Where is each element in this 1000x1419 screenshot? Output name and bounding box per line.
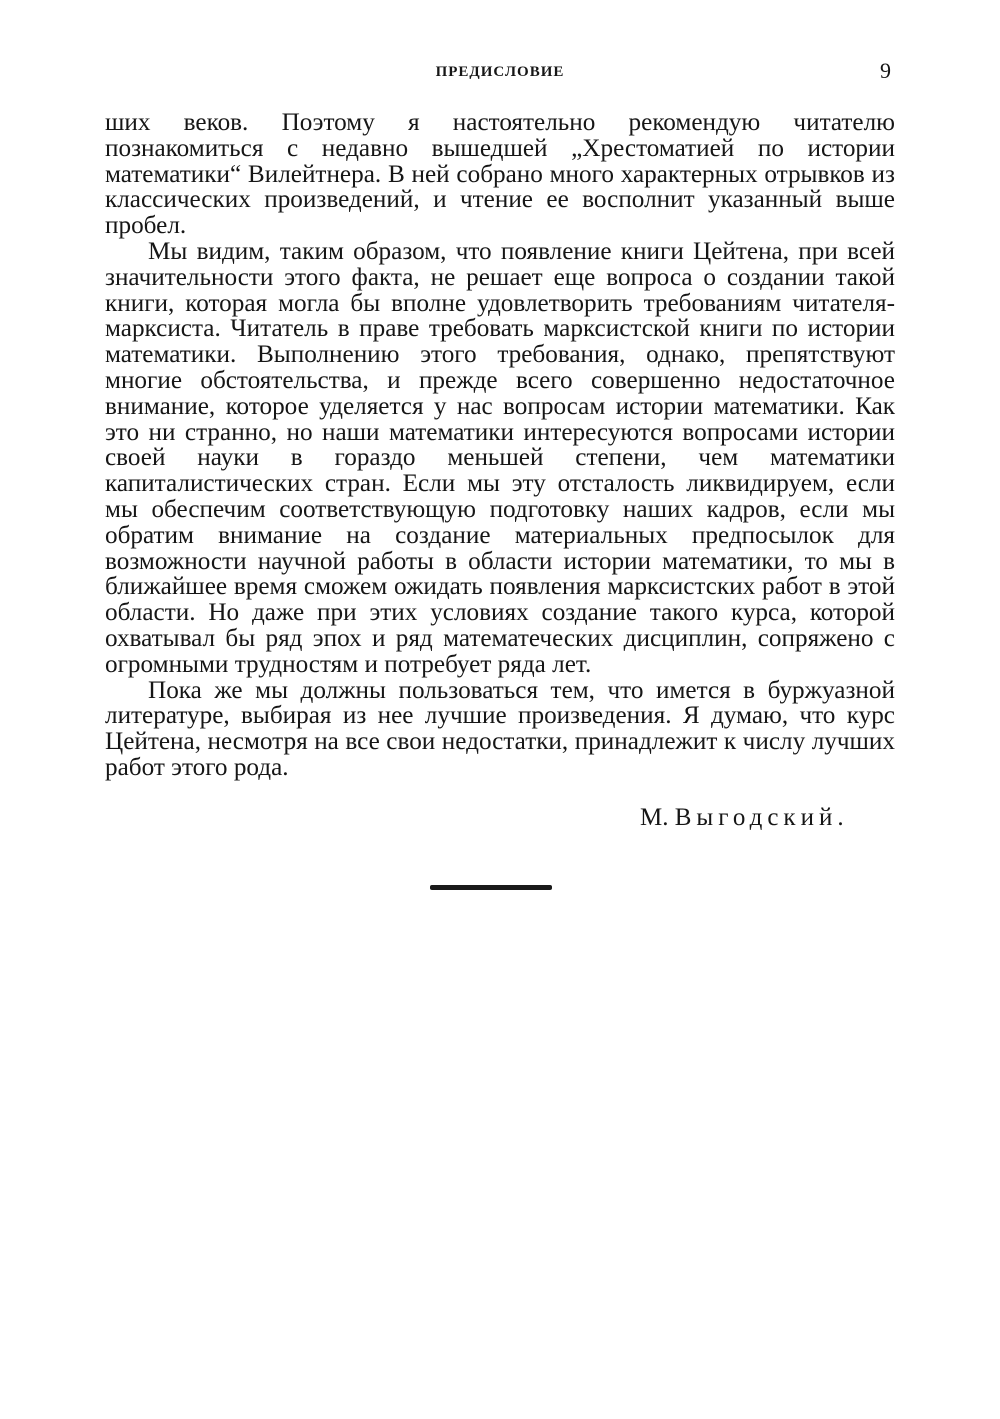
end-ornament-rule bbox=[430, 885, 552, 890]
signature-surname: Выгодский. bbox=[674, 804, 849, 831]
page-number: 9 bbox=[880, 58, 891, 83]
paragraph-conclusion: Пока же мы должны пользоваться тем, что имется в буржуазной литературе, выбирая из нее лучшие произведения. Я думаю, что курс Цейтена, несмотря на все свои недостатки, принадлежит к числу лучших работ этого рода. bbox=[105, 676, 895, 781]
signature-initial: М. bbox=[640, 804, 669, 831]
running-header-title: ПРЕДИСЛОВИЕ bbox=[435, 64, 565, 80]
paragraph-continuation: ших веков. Поэтому я настоятельно рекомендую читателю познакомиться с недавно вышедшей „Хрестоматией по истории математики“ Вилейтнера. В ней собрано много характерных отрывков из классических произведений, и чтение ее восполнит указанный выше пробел. bbox=[105, 109, 895, 240]
author-signature bbox=[640, 804, 849, 832]
preface-body bbox=[105, 110, 895, 781]
paragraph-marxist-book: Мы видим, таким образом, что появление книги Цейтена, при всей значительности этого факта, не решает еще вопроса о создании такой книги, которая могла бы вполне удовлетворить требованиям читателя-марксиста. Читатель в праве требовать марксистской книги по истории математики. Выполнению этого требования, однако, препятствуют многие обстоятельства, и прежде всего совершенно недостаточное внимание, которое уделяется у нас вопросам истории математики. Как это ни странно, но наши математики интересуются вопросами истории своей науки в гораздо меньшей степени, чем математики капиталистических стран. Если мы эту отсталость ликвидируем, если мы обеспечим соответствующую подготовку наших кадров, если мы обратим внимание на создание материальных предпосылок для возможности научной работы в области истории математики, то мы в ближайшее время сможем ожидать появления марксистских работ в этой области. Но даже при этих условиях создание такого курса, которой охватывал бы ряд эпох и ряд математеческих дисциплин, сопряжено с огромными трудностям и потребует ряда лет. bbox=[105, 237, 895, 678]
